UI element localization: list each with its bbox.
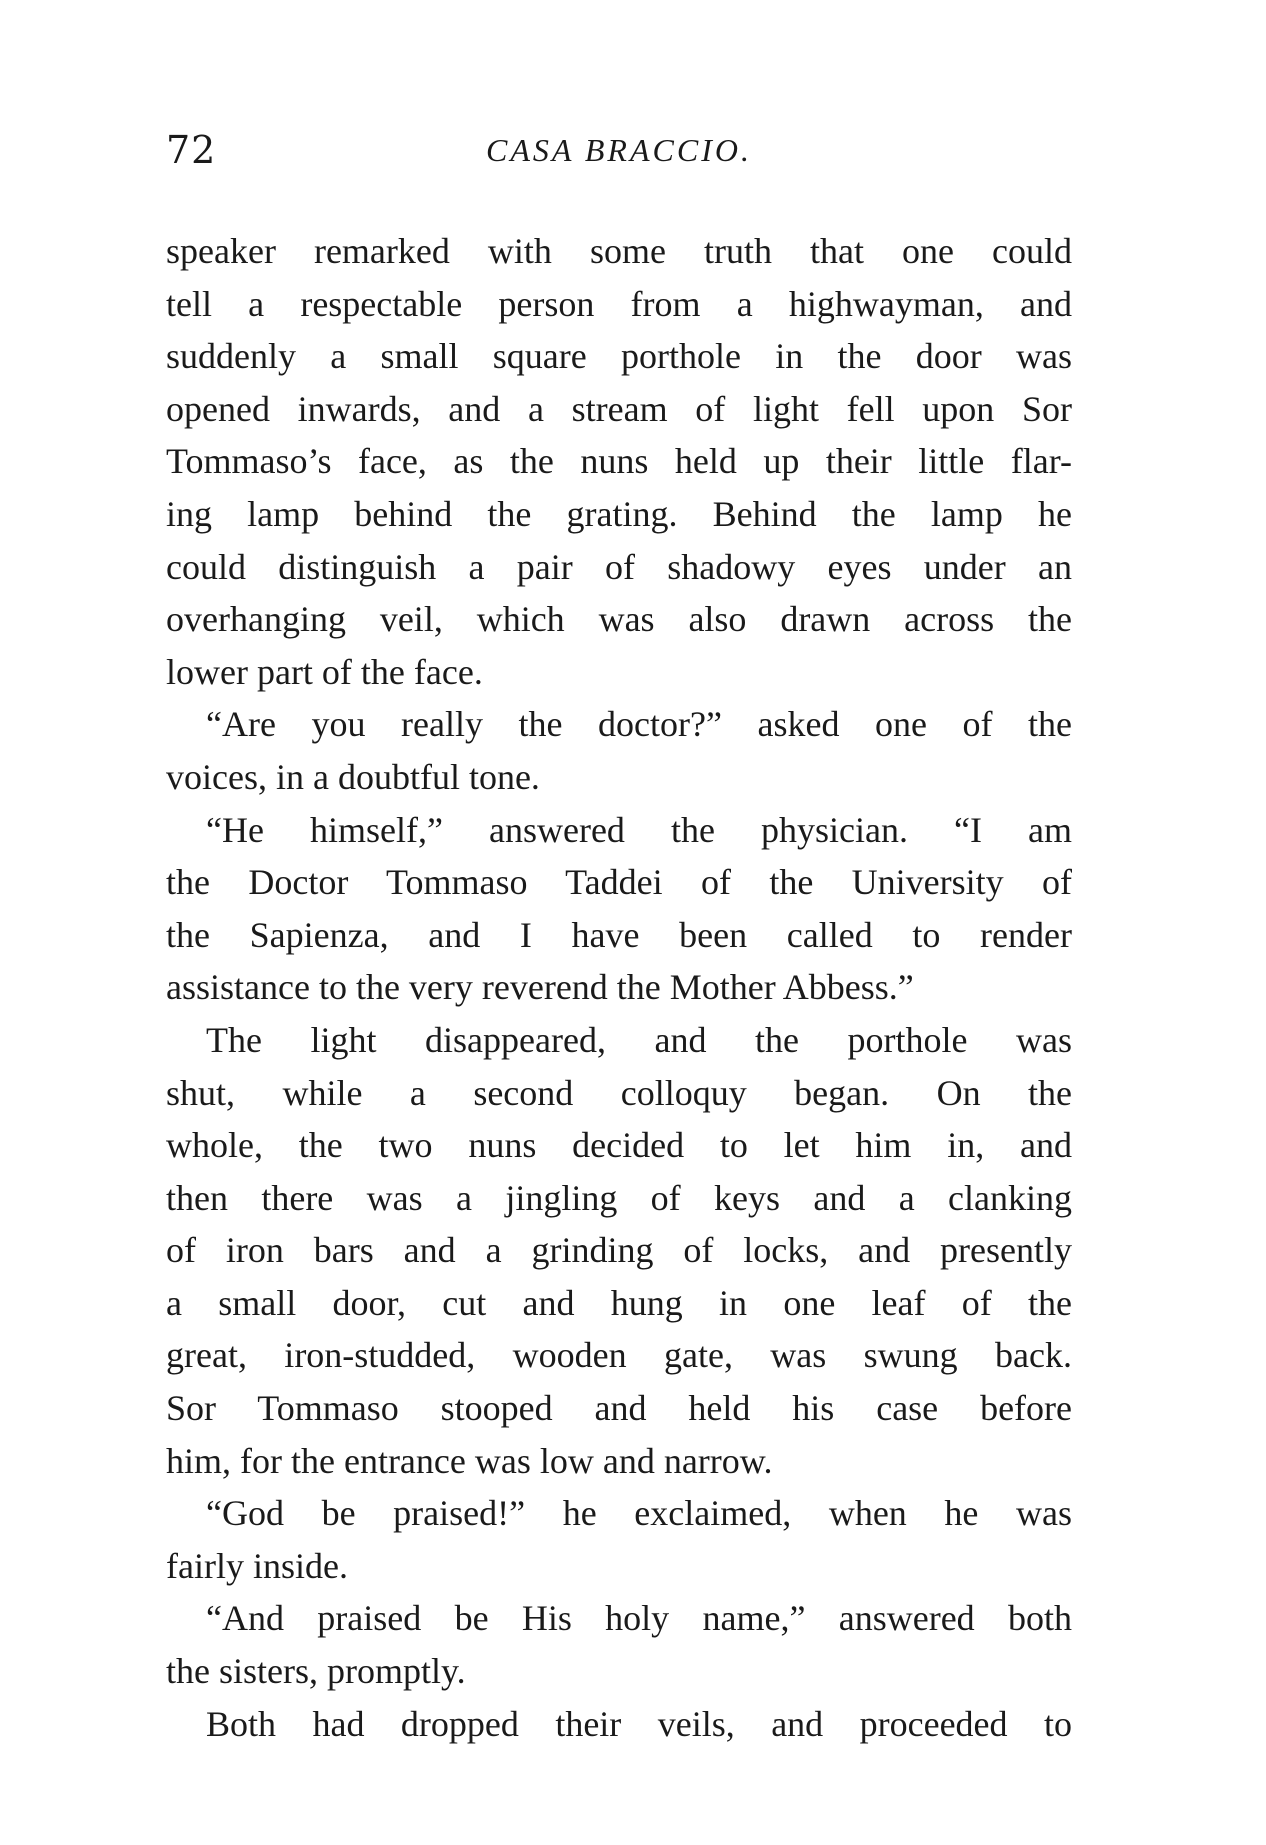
text-line: Both had dropped their veils, and proceeded to xyxy=(206,1703,1072,1744)
text-line: him, for the entrance was low and narrow. xyxy=(166,1440,773,1481)
text-line: great, iron-studded, wooden gate, was swung back. xyxy=(166,1335,1072,1376)
text-line: “Are you really the doctor?” asked one of the xyxy=(206,704,1072,745)
text-line: of iron bars and a grinding of locks, and presently xyxy=(166,1230,1072,1271)
text-line: fairly inside. xyxy=(166,1545,348,1586)
text-line: could distinguish a pair of shadowy eyes under an xyxy=(166,546,1072,587)
text-line: “God be praised!” he exclaimed, when he was xyxy=(206,1493,1072,1534)
text-line: a small door, cut and hung in one leaf of the xyxy=(166,1282,1072,1323)
page-number: 72 xyxy=(166,128,217,172)
text-line: the Doctor Tommaso Taddei of the University of xyxy=(166,862,1072,903)
text-line: lower part of the face. xyxy=(166,651,483,692)
text-line: speaker remarked with some truth that one could xyxy=(166,231,1072,271)
text-line: suddenly a small square porthole in the door was xyxy=(166,336,1072,377)
text-line: whole, the two nuns decided to let him in, and xyxy=(166,1125,1072,1166)
text-line: shut, while a second colloquy began. On the xyxy=(166,1072,1072,1113)
text-line: tell a respectable person from a highwayman, and xyxy=(166,283,1072,324)
text-line: the Sapienza, and I have been called to render xyxy=(166,914,1072,955)
text-line: voices, in a doubtful tone. xyxy=(166,756,540,797)
text-line: opened inwards, and a stream of light fell upon Sor xyxy=(166,388,1072,429)
text-line: Sor Tommaso stooped and held his case before xyxy=(166,1388,1072,1429)
running-head: CASA BRACCIO. xyxy=(486,132,752,168)
text-line: assistance to the very reverend the Mother Abbess.” xyxy=(166,967,914,1008)
text-line: The light disappeared, and the porthole was xyxy=(206,1019,1072,1060)
text-line: “He himself,” answered the physician. “I am xyxy=(206,809,1072,850)
text-line: then there was a jingling of keys and a clanking xyxy=(166,1177,1072,1218)
text-line: the sisters, promptly. xyxy=(166,1651,466,1692)
body-text xyxy=(166,225,1072,1750)
text-line: Tommaso’s face, as the nuns held up their little flar- xyxy=(166,441,1072,482)
text-line: ing lamp behind the grating. Behind the lamp he xyxy=(166,493,1072,534)
text-line: “And praised be His holy name,” answered both xyxy=(206,1598,1072,1639)
text-line: overhanging veil, which was also drawn across the xyxy=(166,599,1072,640)
page-header xyxy=(166,128,1072,178)
